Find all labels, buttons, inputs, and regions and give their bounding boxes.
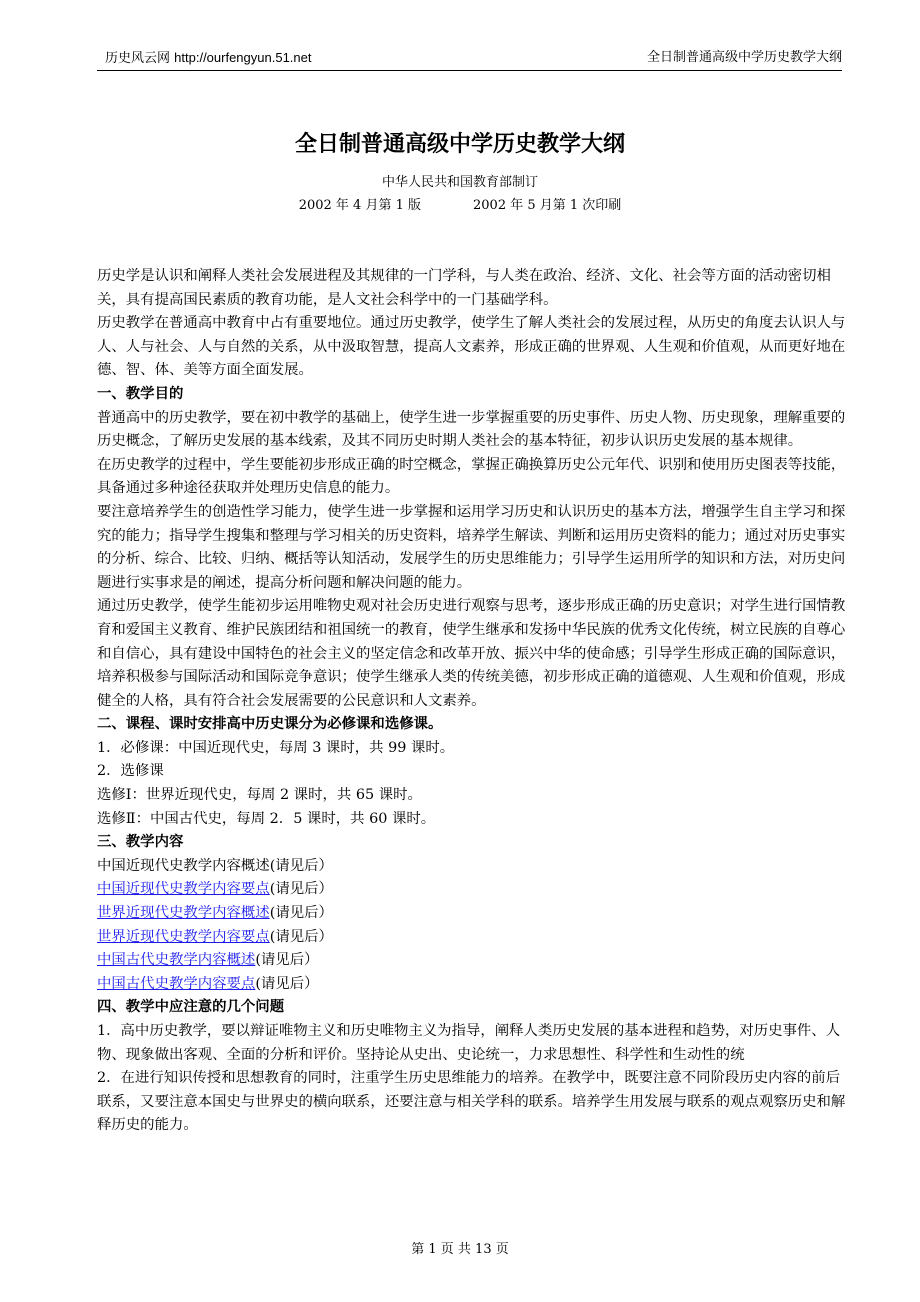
edition-printing: 2002 年 5 月第 1 次印刷 xyxy=(473,198,622,213)
course-line: 选修Ⅱ：中国古代史，每周 2．5 课时，共 60 课时。 xyxy=(97,810,436,827)
content-item xyxy=(97,949,853,973)
see-after-note: (请见后） xyxy=(269,928,333,945)
paragraph: 普通高中的历史教学，要在初中教学的基础上，使学生进一步掌握重要的历史事件、历史人物、历史现象，理解重要的历史概念，了解历史发展的基本线索，及其不同历史时期人类社会的基本特征，初步认识历史发展的基本规律。 xyxy=(97,409,846,450)
section-heading-4: 四、教学中应注意的几个问题 xyxy=(97,999,285,1016)
content-link[interactable]: 世界近现代史教学内容概述 xyxy=(97,905,270,922)
see-after-note: (请见后） xyxy=(255,952,319,969)
paragraph: 在历史教学的过程中，学生要能初步形成正确的时空概念，掌握正确换算历史公元年代、识别和使用历史图表等技能，具备通过多种途径获取并处理历史信息的能力。 xyxy=(97,456,846,497)
content-link[interactable]: 中国古代史教学内容概述 xyxy=(97,952,256,969)
section-heading-1: 一、教学目的 xyxy=(97,385,184,402)
page-header xyxy=(97,48,842,71)
site-name: 历史风云网 xyxy=(105,51,171,66)
course-line: 选修Ⅰ：世界近现代史，每周 2 课时，共 65 课时。 xyxy=(97,787,422,804)
content-item xyxy=(97,878,853,902)
see-after-note: (请见后） xyxy=(269,905,333,922)
intro-paragraph-2: 历史教学在普通高中教育中占有重要地位。通过历史教学，使学生了解人类社会的发展过程，从历史的角度去认识人与人、人与社会、人与自然的关系，从中汲取智慧，提高人文素养，形成正确的世界观、人生观和价值观，从而更好地在德、智、体、美等方面全面发展。 xyxy=(97,315,846,379)
page-number: 第 1 页 共 13 页 xyxy=(411,1242,509,1257)
edition-first: 2002 年 4 月第 1 版 xyxy=(298,198,421,213)
paragraph: 通过历史教学，使学生能初步运用唯物史观对社会历史进行观察与思考，逐步形成正确的历史意识；对学生进行国情教育和爱国主义教育、维护民族团结和祖国统一的教育，使学生继承和发扬中华民族的优秀文化传统，树立民族的自尊心和自信心，具有建设中国特色的社会主义的坚定信念和改革开放、振兴中华的使命感；引导学生形成正确的国际意识，培养积极参与国际活动和国际竞争意识；使学生继承人类的传统美德，初步形成正确的道德观、人生观和价值观，形成健全的人格，具有符合社会发展需要的公民意识和人文素养。 xyxy=(97,598,846,709)
course-line: 2．选修课 xyxy=(97,763,164,780)
document-body xyxy=(97,265,853,1138)
document-title: 全日制普通高级中学历史教学大纲 xyxy=(294,132,625,157)
edition-info xyxy=(0,196,920,216)
content-link[interactable]: 中国近现代史教学内容要点 xyxy=(97,881,270,898)
publisher: 中华人民共和国教育部制订 xyxy=(381,175,538,190)
section-heading-3: 三、教学内容 xyxy=(97,834,184,851)
content-link[interactable]: 世界近现代史教学内容要点 xyxy=(97,928,270,945)
intro-paragraph-1: 历史学是认识和阐释人类社会发展进程及其规律的一门学科，与人类在政治、经济、文化、社会等方面的活动密切相关，具有提高国民素质的教育功能，是人文社会科学中的一门基础学科。 xyxy=(97,268,831,308)
site-url[interactable]: http://ourfengyun.51.net xyxy=(174,50,312,65)
section-heading-2: 二、课程、课时安排高中历史课分为必修课和选修课。 xyxy=(97,716,443,733)
paragraph: 要注意培养学生的创造性学习能力，使学生进一步掌握和运用学习历史和认识历史的基本方法，增强学生自主学习和探究的能力；指导学生搜集和整理与学习相关的历史资料，培养学生解读、判断和运用历史资料的能力；通过对历史事实的分析、综合、比较、归纳、概括等认知活动，发展学生的历史思维能力；引导学生运用所学的知识和方法，对历史问题进行实事求是的阐述，提高分析问题和解决问题的能力。 xyxy=(97,503,846,591)
see-after-note: (请见后） xyxy=(255,975,319,992)
course-line: 1．必修课：中国近现代史，每周 3 课时，共 99 课时。 xyxy=(97,739,455,756)
content-link[interactable]: 中国古代史教学内容要点 xyxy=(97,975,256,992)
paragraph: 1．高中历史教学，要以辩证唯物主义和历史唯物主义为指导，阐释人类历史发展的基本进程和趋势，对历史事件、人物、现象做出客观、全面的分析和评价。坚持论从史出、史论统一，力求思想性、科学性和生动性的统 xyxy=(97,1023,841,1063)
see-after-note: (请见后） xyxy=(269,881,333,898)
content-item xyxy=(97,926,853,950)
content-item xyxy=(97,902,853,926)
header-doc-title: 全日制普通高级中学历史教学大纲 xyxy=(646,50,842,65)
paragraph: 2．在进行知识传授和思想教育的同时，注重学生历史思维能力的培养。在教学中，既要注意不同阶段历史内容的前后联系，又要注意本国史与世界史的横向联系，还要注意与相关学科的联系。培养学生用发展与联系的观点观察历史和解释历史的能力。 xyxy=(97,1070,846,1134)
content-item: 中国近现代史教学内容概述(请见后） xyxy=(97,857,333,874)
header-left xyxy=(105,48,311,69)
content-item xyxy=(97,973,853,997)
